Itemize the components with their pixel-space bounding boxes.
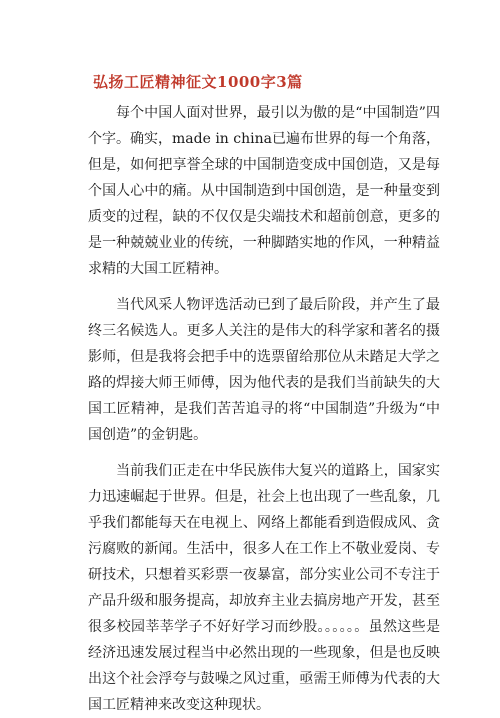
paragraph-1: 每个中国人面对世界，最引以为傲的是“中国制造”四个字。确实，made in china已遍布世界的每一个角落，但是，如何把享誉全球的中国制造变成中国创造，又是每个国人心中的痛。从中国制造到中国创造，是一种量变到质变的过程，缺的不仅仅是尖端技术和超前创意，更多的是一种兢兢业业的传统，一种脚踏实地的作风，一种精益求精的大国工匠精神。 bbox=[88, 105, 440, 277]
paragraph-3: 当前我们正走在中华民族伟大复兴的道路上，国家实力迅速崛起于世界。但是，社会上也出现了一些乱象，几乎我们都能每天在电视上、网络上都能看到造假成风、贪污腐败的新闻。生活中，很多人在工作上不敬业爱岗、专研技术，只想着买彩票一夜暴富，部分实业公司不专注于产品升级和服务提高，却放弃主业去搞房地产开发，甚至很多校园莘莘学子不好好学习而纱股。。。。。。虽然这些是经济迅速发展过程当中必然出现的一些现象，但是也反映出这个社会浮夸与鼓噪之风过重，亟需王师傅为代表的大国工匠精神来改变这种现状。 bbox=[88, 463, 440, 713]
document-title: 弘扬工匠精神征文1000字3篇 bbox=[93, 73, 303, 91]
document-body bbox=[88, 100, 440, 718]
paragraph-2: 当代风采人物评选活动已到了最后阶段，并产生了最终三名候选人。更多人关注的是伟大的科学家和著名的摄影师，但是我将会把手中的选票留给那位从未踏足大学之路的焊接大师王师傅，因为他代表的是我们当前缺失的大国工匠精神，是我们苦苦追寻的将“中国制造”升级为“中国创造”的金钥匙。 bbox=[88, 297, 440, 443]
